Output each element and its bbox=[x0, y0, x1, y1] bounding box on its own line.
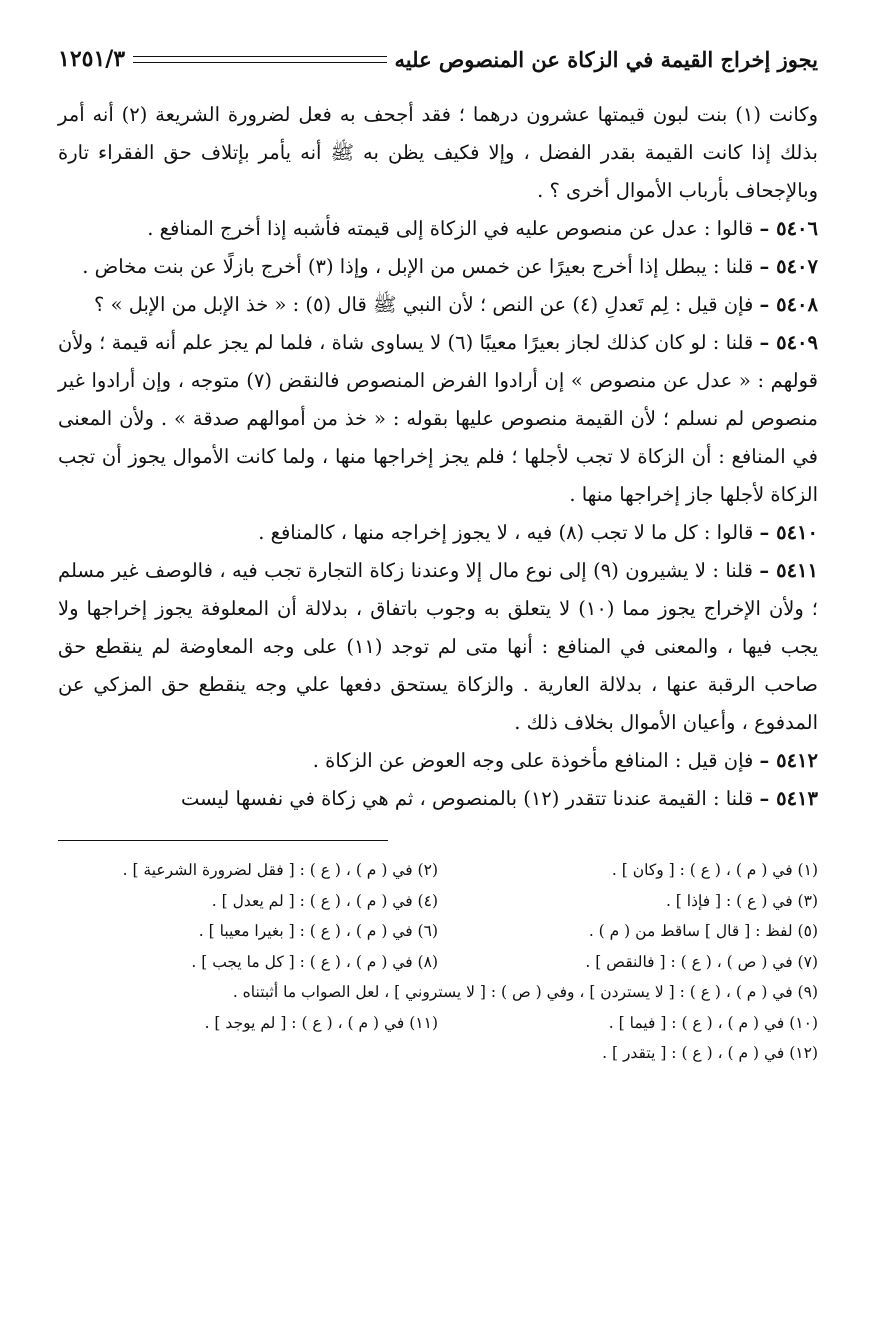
paragraph-number: ٥٤١٠ – bbox=[759, 521, 818, 544]
paragraph-number: ٥٤٠٦ – bbox=[759, 217, 818, 240]
paragraph-text: قلنا : القيمة عندنا تتقدر (١٢) بالمنصوص ، ثم هي زكاة في نفسها ليست bbox=[180, 787, 754, 810]
page-number: ١٢٥١/٣ bbox=[58, 46, 126, 72]
footnote: (٨) في ( م ) ، ( ع ) : [ كل ما يجب ] . bbox=[191, 952, 438, 971]
footnote-row bbox=[58, 947, 818, 978]
paragraph bbox=[58, 248, 818, 286]
footnote-row bbox=[58, 886, 818, 917]
footnote-separator bbox=[58, 840, 388, 841]
footnote-row bbox=[58, 916, 818, 947]
paragraph bbox=[58, 324, 818, 514]
footnote-row bbox=[58, 855, 818, 886]
footnote: (٢) في ( م ) ، ( ع ) : [ فقل لضرورة الشرعية ] . bbox=[122, 861, 438, 879]
paragraph-text: وكانت (١) بنت لبون قيمتها عشرون درهما ؛ فقد أجحف به فعل لضرورة الشريعة (٢) أنه أمر بذلك إذا كانت القيمة بقدر الفضل ، وإلا فكيف يظن به ﷺ أنه يأمر بإتلاف حق الفقراء تارة وبالإجحاف بأرباب الأموال أخرى ؟ . bbox=[58, 103, 818, 202]
footnotes bbox=[58, 855, 818, 1069]
paragraph-text: قلنا : لا يشيرون (٩) إلى نوع مال إلا وعندنا زكاة التجارة تجب فيه ، فالوصف غير مسلم ؛ ولأن الإخراج يجوز مما (١٠) لا يتعلق به وجوب باتفاق ، بدلالة أن المعلوفة يجوز إخراجها ولا يجب فيها ، والمعنى في المنافع : أنها متى لم توجد (١١) على وجه المعاوضة لم ينقطع حق صاحب الرقبة عنها ، بدلالة العارية . والزكاة يستحق دفعها علي وجه ينقطع حق المزكي عن المدفوع ، وأعيان الأموال بخلاف ذلك . bbox=[58, 559, 818, 734]
paragraph bbox=[58, 96, 818, 210]
footnote: (٤) في ( م ) ، ( ع ) : [ لم يعدل ] . bbox=[211, 891, 438, 910]
paragraph-number: ٥٤٠٨ – bbox=[759, 293, 818, 316]
paragraph-number: ٥٤١٢ – bbox=[759, 749, 818, 772]
book-page bbox=[58, 40, 818, 1069]
footnote: (٥) لفظ : [ قال ] ساقط من ( م ) . bbox=[588, 922, 818, 940]
paragraph-text: قالوا : كل ما لا تجب (٨) فيه ، لا يجوز إخراجه منها ، كالمنافع . bbox=[258, 521, 754, 544]
paragraph-text: قلنا : يبطل إذا أخرج بعيرًا عن خمس من الإبل ، وإذا (٣) أخرج بازلًا عن بنت مخاض . bbox=[82, 255, 754, 278]
paragraph-text: قلنا : لو كان كذلك لجاز بعيرًا معيبًا (٦) لا يساوى شاة ، فلما لم يجز علم أنه قيمة ؛ ولأن قولهم : « عدل عن منصوص » إن أرادوا الفرض المنصوص فالنقض (٧) متوجه ، وإن أرادوا غير منصوص لم نسلم ؛ لأن القيمة منصوص عليها بقوله : « خذ من أموالهم صدقة » . ولأن المعنى في المنافع : أن الزكاة لا تجب لأجلها ؛ فلم يجز إخراجها منها ، ولما كانت الأموال يجوز أن تجب الزكاة لأجلها جاز إخراجها منها . bbox=[58, 331, 818, 506]
paragraph bbox=[58, 552, 818, 742]
footnote: (٩) في ( م ) ، ( ع ) : [ لا يستردن ] ، وفي ( ص ) : [ لا يستروني ] ، لعل الصواب ما أثبتناه . bbox=[232, 983, 818, 1001]
paragraph bbox=[58, 514, 818, 552]
header-double-rule bbox=[133, 56, 386, 63]
paragraph-number: ٥٤٠٩ – bbox=[759, 331, 819, 354]
paragraph-number: ٥٤١٣ – bbox=[759, 787, 818, 810]
running-header-title: يجوز إخراج القيمة في الزكاة عن المنصوص عليه bbox=[394, 46, 818, 72]
paragraph-text: قالوا : عدل عن منصوص عليه في الزكاة إلى قيمته فأشبه إذا أخرج المنافع . bbox=[147, 217, 754, 240]
paragraph-text: فإن قيل : لِم تَعدلِ (٤) عن النص ؛ لأن النبي ﷺ قال (٥) : « خذ الإبل من الإبل » ؟ bbox=[94, 293, 754, 316]
footnote: (٦) في ( م ) ، ( ع ) : [ بغيرا معيبا ] . bbox=[198, 922, 438, 940]
footnote: (١) في ( م ) ، ( ع ) : [ وكان ] . bbox=[611, 861, 818, 879]
paragraph bbox=[58, 210, 818, 248]
running-header bbox=[58, 40, 818, 78]
paragraph bbox=[58, 286, 818, 324]
footnote: (٧) في ( ص ) ، ( ع ) : [ فالنقص ] . bbox=[585, 952, 818, 971]
main-text bbox=[58, 96, 818, 818]
paragraph-number: ٥٤١١ – bbox=[759, 559, 818, 582]
footnote: (١٢) في ( م ) ، ( ع ) : [ يتقدر ] . bbox=[602, 1044, 818, 1062]
footnote: (٣) في ( ع ) : [ فإذا ] . bbox=[665, 891, 818, 910]
paragraph-number: ٥٤٠٧ – bbox=[759, 255, 818, 278]
paragraph bbox=[58, 742, 818, 780]
footnote: (١٠) في ( م ) ، ( ع ) : [ فيما ] . bbox=[608, 1013, 818, 1032]
footnote-row bbox=[58, 1008, 818, 1039]
paragraph-text: فإن قيل : المنافع مأخوذة على وجه العوض عن الزكاة . bbox=[312, 749, 754, 772]
paragraph bbox=[58, 780, 818, 818]
footnote: (١١) في ( م ) ، ( ع ) : [ لم يوجد ] . bbox=[204, 1013, 438, 1032]
